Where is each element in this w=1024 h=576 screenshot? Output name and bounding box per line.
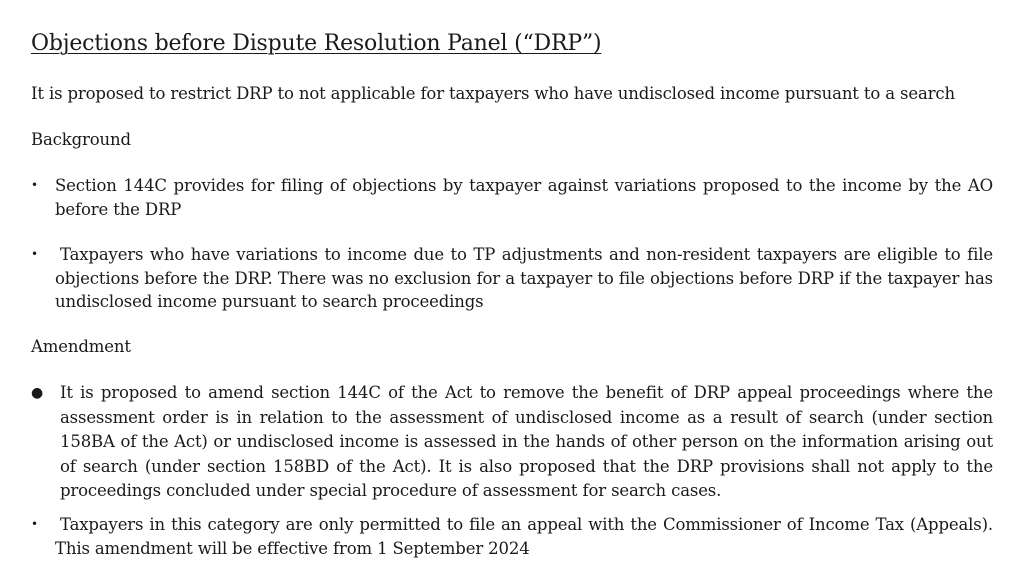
bullet-icon: • <box>31 247 38 261</box>
amendment-bullet-1-text: It is proposed to amend section 144C of the Act to remove the benefit of DRP appeal proceedings where the assessment order is in relation to the assessment of undisclosed income as a result of search (under section 158BA of the Act) or undisclosed income is assessed in the hands of other person on the information arising out of search (under section 158BD of the Act). It is also proposed that the DRP provisions shall not apply to the proceedings concluded under special procedure of assessment for search cases. <box>60 383 993 500</box>
background-bullet-1-text: Section 144C provides for filing of objections by taxpayer against variations proposed to the income by the AO before the DRP <box>55 176 993 219</box>
background-bullet-1 <box>31 174 993 221</box>
bullet-icon: ● <box>31 385 44 401</box>
bullet-icon: • <box>31 178 38 192</box>
amendment-bullet-2 <box>31 513 993 560</box>
background-heading: Background <box>31 130 131 149</box>
page-title: Objections before Dispute Resolution Panel (“DRP”) <box>31 31 602 56</box>
amendment-heading: Amendment <box>31 337 131 356</box>
background-bullet-2-text: Taxpayers who have variations to income due to TP adjustments and non-resident taxpayers are eligible to file objections before the DRP. There was no exclusion for a taxpayer to file objections before DRP if the taxpayer has undisclosed income pursuant to search proceedings <box>55 245 993 311</box>
background-bullet-2 <box>31 243 993 314</box>
amendment-bullet-2-text: Taxpayers in this category are only permitted to file an appeal with the Commissioner of Income Tax (Appeals). This amendment will be effective from 1 September 2024 <box>55 515 993 558</box>
bullet-icon: • <box>31 517 38 531</box>
amendment-bullet-1 <box>31 381 993 504</box>
intro-text: It is proposed to restrict DRP to not applicable for taxpayers who have undisclosed income pursuant to a search <box>31 84 955 103</box>
